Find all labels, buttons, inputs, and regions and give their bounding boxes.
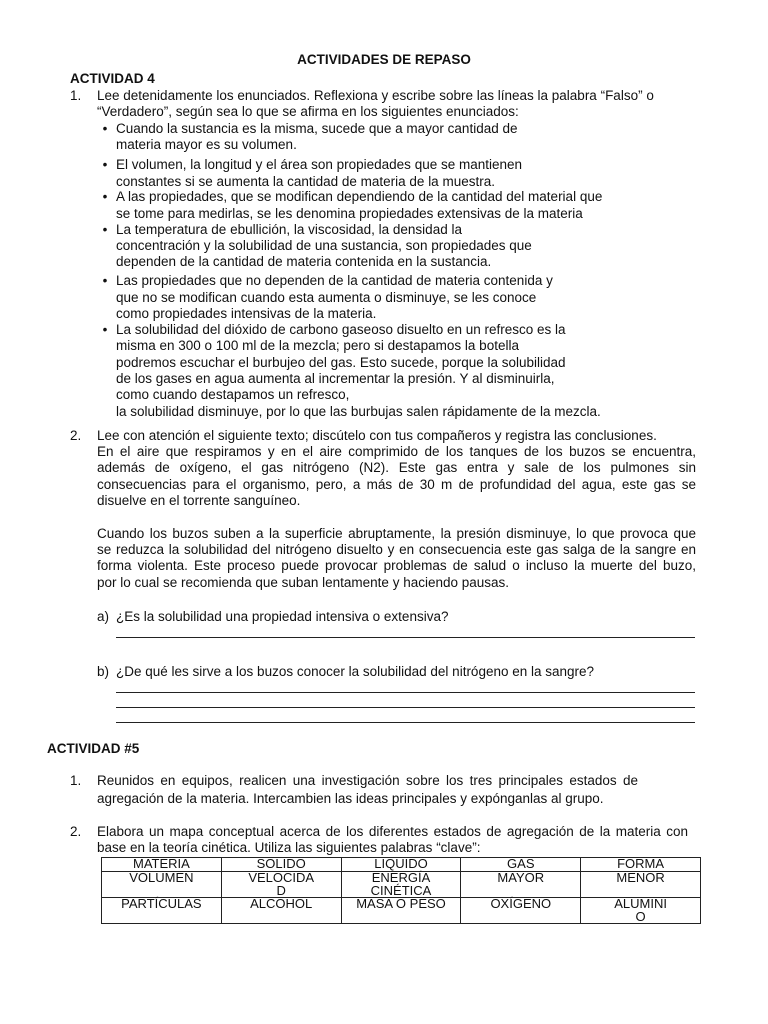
keyword-cell: [341, 898, 461, 924]
keyword-text: ENERGÍA: [371, 870, 431, 885]
keyword-text: GAS: [507, 856, 535, 871]
keyword-text: MAYOR: [497, 870, 545, 885]
reading-line: forma violenta. Este proceso puede provocar problemas de salud o incluso la muerte del buzo,: [97, 558, 696, 573]
keyword-text: VELOCIDA: [248, 870, 315, 885]
item-number: 1.: [70, 88, 82, 103]
statement-line: materia mayor es su volumen.: [116, 137, 297, 152]
item-number: 2.: [70, 824, 82, 839]
statement-line: misma en 300 o 100 ml de la mezcla; pero si destapamos la botella: [116, 338, 519, 353]
answer-line[interactable]: [116, 637, 695, 638]
answer-line[interactable]: [116, 692, 695, 693]
keyword-text: FORMA: [617, 856, 665, 871]
reading-line: además de oxígeno, el gas nitrógeno (N2). Este gas entra y sale de los pulmones sin: [97, 460, 696, 475]
keyword-text: MASA O PESO: [356, 896, 446, 911]
bullet-icon: •: [102, 222, 108, 237]
item-number: 2.: [70, 428, 82, 443]
keyword-cell: [581, 872, 701, 898]
item-number: 1.: [70, 773, 82, 788]
statement-line: El volumen, la longitud y el área son propiedades que se mantienen: [116, 157, 523, 172]
instruction-line: Lee detenidamente los enunciados. Reflexiona y escribe sobre las líneas la palabra “Falso” o: [97, 88, 654, 103]
keyword-text: LIQUIDO: [374, 856, 428, 871]
keyword-text: ALUMINI: [614, 896, 667, 911]
reading-line: disuelve en el torrente sanguíneo.: [97, 493, 301, 508]
bullet-icon: •: [102, 322, 108, 337]
keyword-text: SOLIDO: [256, 856, 306, 871]
keyword-text: D: [276, 882, 286, 898]
question-a-label: a): [97, 609, 110, 624]
instruction-line: agregación de la materia. Intercambien las ideas principales y expónganlas al grupo.: [97, 791, 604, 806]
keywords-table: [101, 857, 701, 924]
statement-line: concentración y la solubilidad de una sustancia, son propiedades que: [116, 238, 532, 253]
statement-line: Cuando la sustancia es la misma, sucede que a mayor cantidad de: [116, 121, 518, 136]
statement-line: como cuando destapamos un refresco,: [116, 387, 350, 402]
keyword-text: MATERIA: [132, 856, 190, 871]
keyword-cell: [221, 872, 341, 898]
keyword-text: MENOR: [616, 870, 665, 885]
keyword-text: VOLUMEN: [129, 870, 194, 885]
activity-4-heading: ACTIVIDAD 4: [70, 71, 155, 86]
answer-line[interactable]: [116, 722, 695, 723]
statement-line: La solubilidad del dióxido de carbono gaseoso disuelto en un refresco es la: [116, 322, 566, 337]
statement-line: constantes si se aumenta la cantidad de materia de la muestra.: [116, 174, 495, 189]
reading-line: consecuencias para el organismo, pero, a más de 30 m de profundidad del agua, este gas se: [97, 477, 696, 492]
statement-line: como propiedades intensivas de la materia.: [116, 306, 377, 321]
activity-5-heading: ACTIVIDAD #5: [47, 741, 140, 756]
keyword-cell: [102, 872, 222, 898]
reading-line: se reduzca la solubilidad del nitrógeno disuelto y en consecuencia este gas salga de la sangre en: [97, 542, 696, 557]
reading-line: En el aire que respiramos y en el aire comprimido de los tanques de los buzos se encuentra,: [97, 444, 696, 459]
keyword-cell: [341, 872, 461, 898]
statement-line: La temperatura de ebullición, la viscosidad, la densidad la: [116, 222, 462, 237]
question-a-text: ¿Es la solubilidad una propiedad intensiva o extensiva?: [116, 609, 449, 624]
keyword-text: CINÉTICA: [370, 882, 432, 898]
statement-line: que no se modifican cuando esta aumenta o disminuye, se les conoce: [116, 290, 537, 305]
table-row: [102, 898, 701, 924]
statement-line: la solubilidad disminuye, por lo que las burbujas salen rápidamente de la mezcla.: [116, 404, 601, 419]
keyword-text: O: [635, 908, 646, 924]
keyword-cell: [102, 898, 222, 924]
statement-line: podremos escuchar el burbujeo del gas. Esto sucede, porque la solubilidad: [116, 355, 566, 370]
table-row: [102, 872, 701, 898]
question-b-text: ¿De qué les sirve a los buzos conocer la solubilidad del nitrógeno en la sangre?: [116, 664, 595, 679]
answer-line[interactable]: [116, 707, 695, 708]
keyword-text: PARTÍCULAS: [121, 896, 202, 911]
bullet-icon: •: [102, 189, 108, 204]
keyword-cell: [221, 898, 341, 924]
keyword-cell: [461, 872, 581, 898]
statement-line: Las propiedades que no dependen de la cantidad de materia contenida y: [116, 273, 553, 288]
reading-intro: Lee con atención el siguiente texto; discútelo con tus compañeros y registra las conclusiones.: [97, 428, 657, 443]
instruction-line: “Verdadero”, según sea lo que se afirma en los siguientes enunciados:: [97, 104, 519, 119]
bullet-icon: •: [102, 121, 108, 136]
statement-line: A las propiedades, que se modifican dependiendo de la cantidad del material que: [116, 189, 603, 204]
keyword-cell: [581, 898, 701, 924]
keyword-cell: [461, 898, 581, 924]
instruction-line: Reunidos en equipos, realicen una investigación sobre los tres principales estados de: [97, 773, 638, 788]
instruction-line: base en la teoría cinética. Utiliza las siguientes palabras “clave”:: [97, 840, 481, 855]
keyword-text: ALCOHOL: [250, 896, 313, 911]
keyword-text: OXÍGENO: [490, 896, 552, 911]
statement-line: dependen de la cantidad de materia contenida en la sustancia.: [116, 254, 492, 269]
instruction-line: Elabora un mapa conceptual acerca de los diferentes estados de agregación de la materia con: [97, 824, 688, 839]
reading-line: por lo cual se recomienda que suban lentamente y haciendo pausas.: [97, 575, 510, 590]
bullet-icon: •: [102, 157, 108, 172]
page-title: ACTIVIDADES DE REPASO: [297, 52, 471, 67]
question-b-label: b): [97, 664, 110, 679]
statement-line: de los gases en agua aumenta al incrementar la presión. Y al disminuirla,: [116, 371, 555, 386]
reading-line: Cuando los buzos suben a la superficie abruptamente, la presión disminuye, lo que provoca que: [97, 526, 696, 541]
statement-line: se tome para medirlas, se les denomina propiedades extensivas de la materia: [116, 206, 583, 221]
bullet-icon: •: [102, 273, 108, 288]
